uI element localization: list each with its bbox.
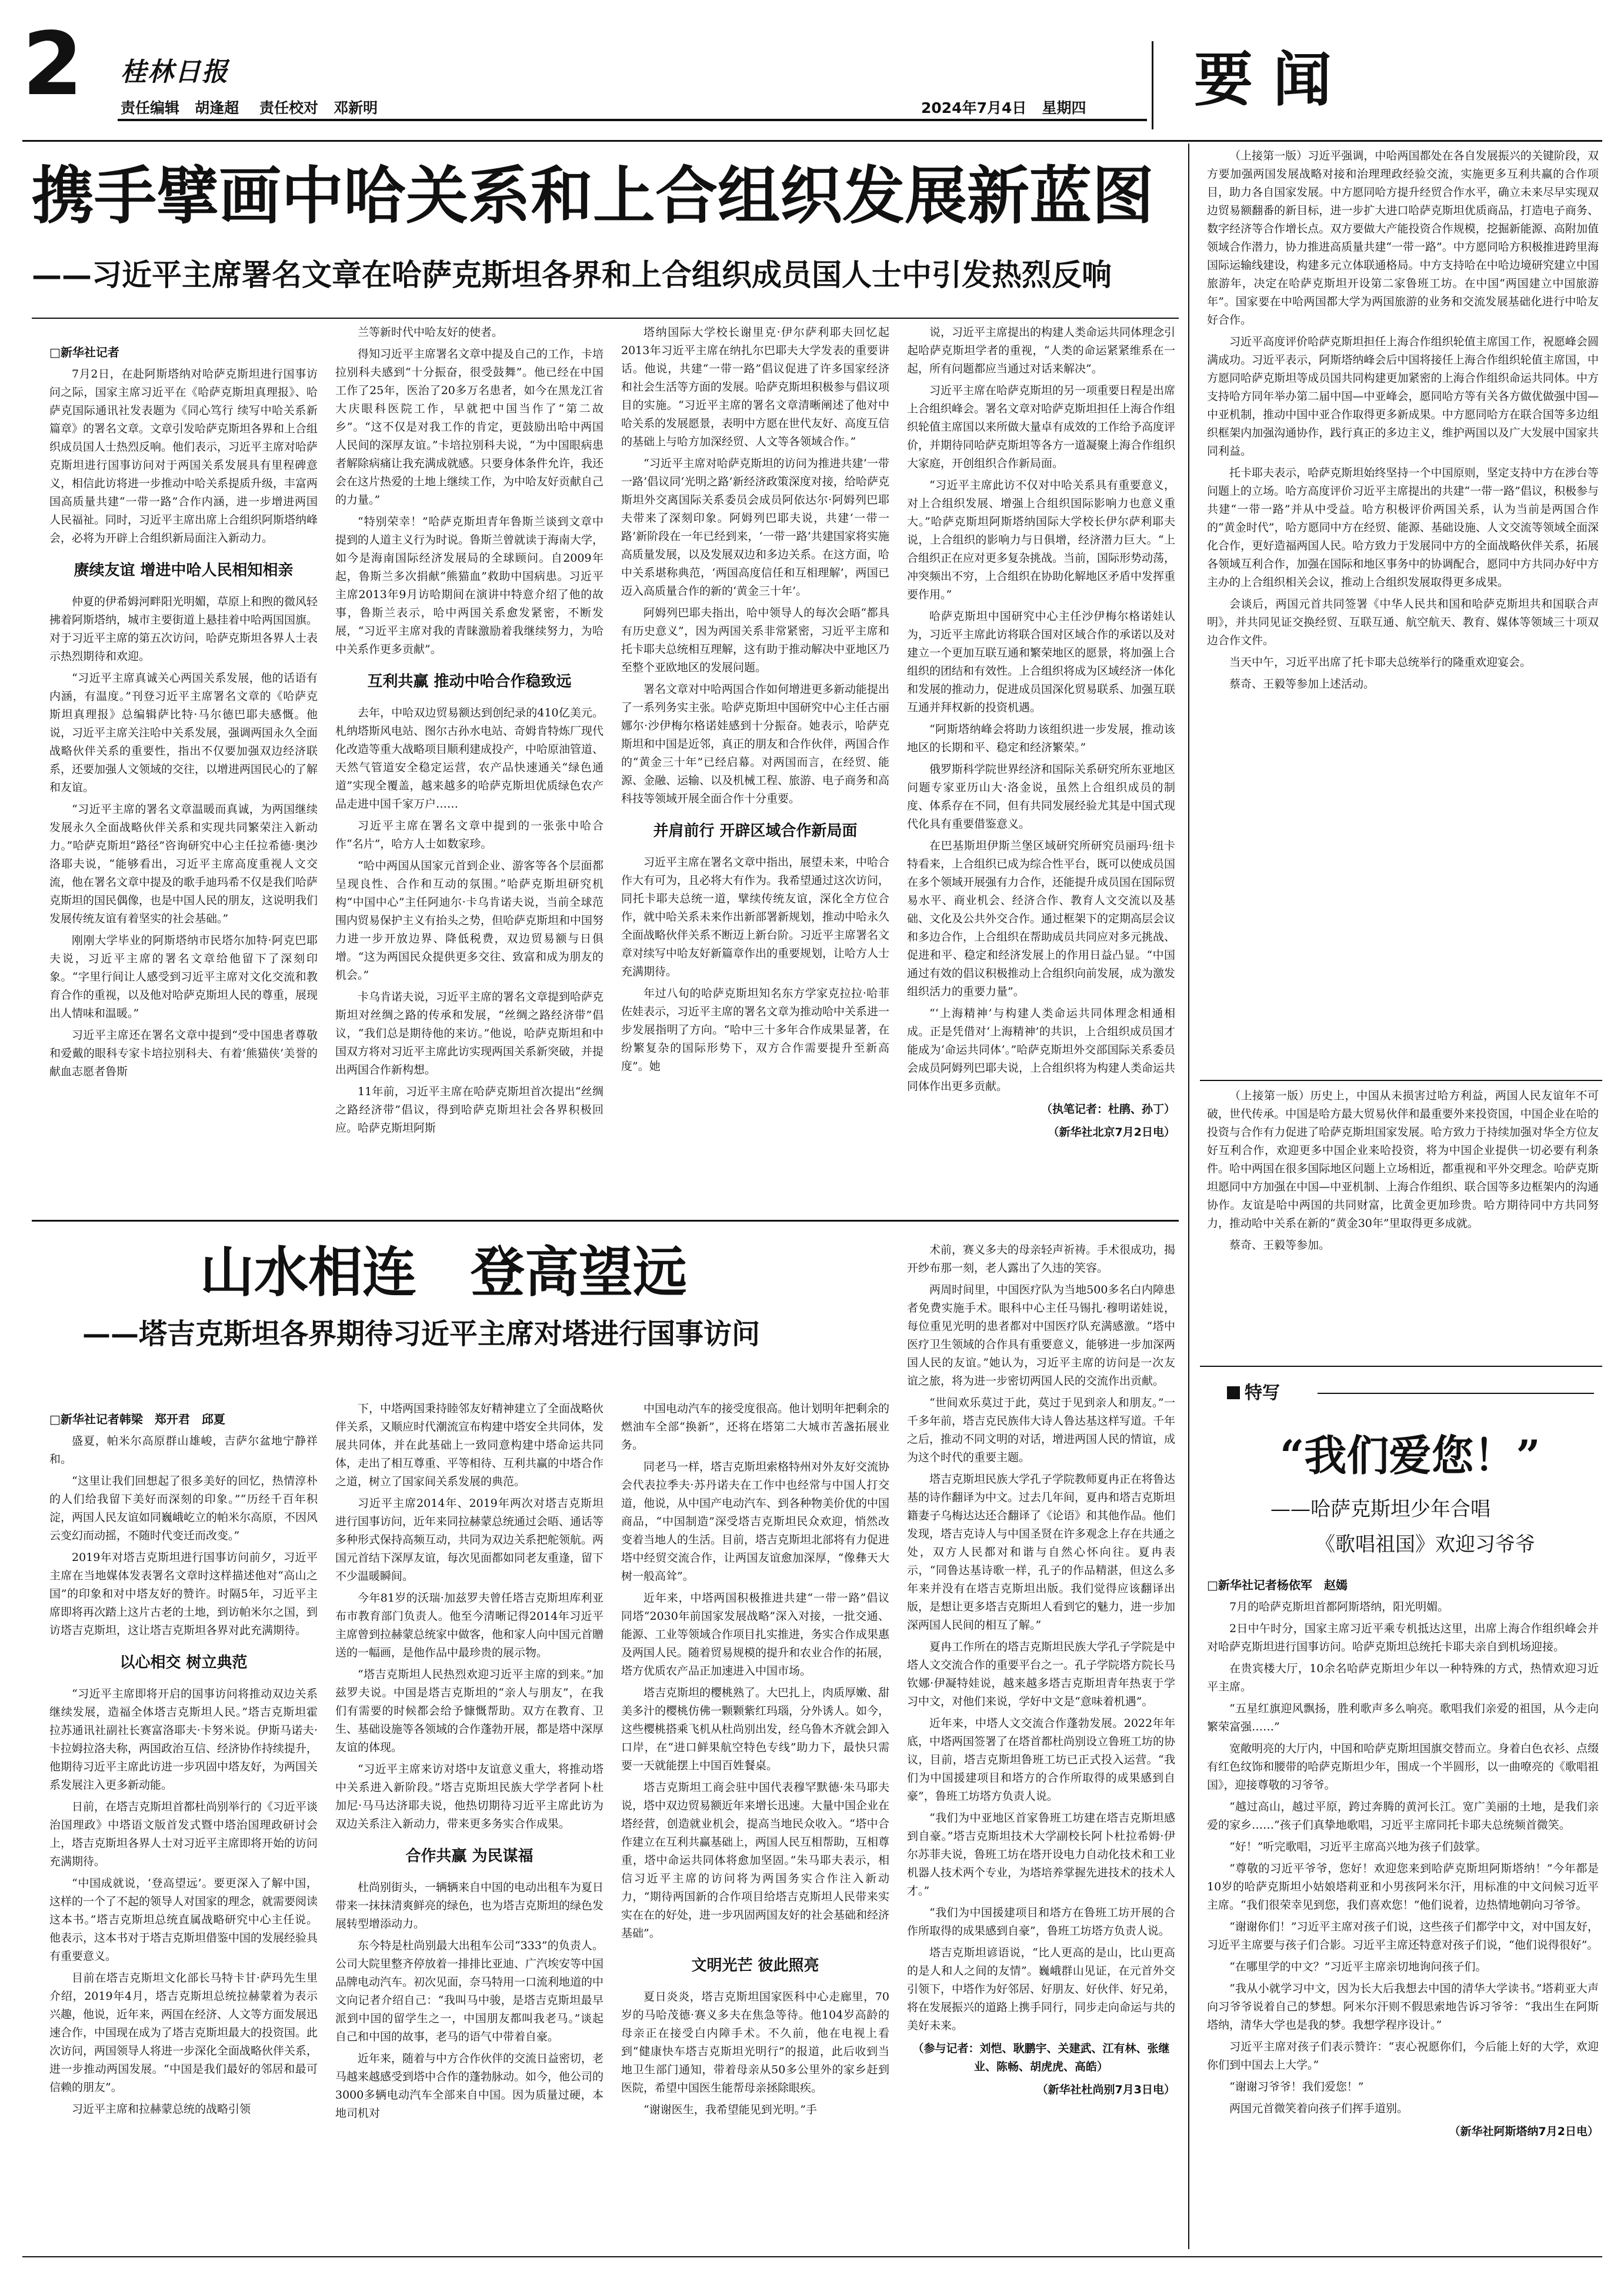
feature-body — [1207, 1576, 1599, 2253]
paragraph: 塔吉克斯坦工商会驻中国代表穆罕默德·朱马耶夫说，塔中双边贸易额近年来增长迅速。大量中国企业在塔经营，创造就业机会，提高当地民众收入。“塔中合作建立在互利共赢基础上，两国人民互相帮助，互相尊重，塔中命运共同体将愈加坚固。”朱马耶夫表示，相信习近平主席的访问将为两国务实合作注入新动力，“期待两国新的合作项目给塔吉克斯坦人民带来实实在在的好处，进一步巩固两国友好的社会基础和经济基础”。 — [621, 1781, 889, 1940]
editor-name: 胡逢超 — [195, 99, 239, 116]
paragraph: 塔吉克斯坦民族大学孔子学院教师夏冉正在将鲁达基的诗作翻译为中文。过去几年间，夏冉和塔吉克斯坦籍妻子乌梅达达还合翻译了《论语》和其他作品。他们发现，塔吉克诗人与中国圣贤在许多观念上存在共通之处，双方人民都对和谐与自然心怀向往。夏冉表示，“同鲁达基诗歌一样，孔子的作品精湛，但这么多年来并没有在塔吉克斯坦出版。我们觉得应该翻译出版，是想让更多塔吉克斯坦人看到它的魅力，进一步加深两国人民间的相互了解。” — [907, 1473, 1175, 1632]
feature-headline: “我们爱您！” — [1280, 1430, 1540, 1480]
paragraph: 阿姆列巴耶夫指出，哈中领导人的每次会晤“都具有历史意义”，因为两国关系非常紧密，习近平主席和托卡耶夫总统相互理解，这有助于推动解决中亚地区乃至整个亚欧地区的发展问题。 — [621, 606, 889, 674]
paragraph: “谢谢你们！”习近平主席对孩子们说，这些孩子们都学中文，对中国友好，习近平主席要与孩子们合影。习近平主席还特意对孩子们说，“他们说得很好”。 — [1207, 1920, 1599, 1952]
second-column-2 — [335, 1400, 603, 2253]
paragraph: “习近平主席来访对塔中友谊意义重大，将推动塔中关系进入新阶段。”塔吉克斯坦民族大学学者阿卜杜加尼·马马达济耶夫说，他热切期待习近平主席此访为双边关系注入新动力，带来更多务实合作成果。 — [335, 1763, 603, 1830]
paragraph: 习近平主席还在署名文章中提到“受中国患者尊敬和爱戴的眼科专家卡培拉别科夫、有着‘熊猫侠’美誉的献血志愿者鲁斯 — [49, 1029, 318, 1078]
header-bottom-rule — [22, 140, 1602, 142]
feature-tag-label: 特写 — [1245, 1383, 1280, 1403]
paragraph: 蔡奇、王毅等参加上述活动。 — [1229, 678, 1375, 690]
lead-dateline: （新华社北京7月2日电） — [1048, 1126, 1175, 1139]
lead-column-3 — [621, 323, 889, 1212]
paragraph: 宽敞明亮的大厅内，中国和哈萨克斯坦国旗交替而立。身着白色衣衫、点缀有红色纹饰和腰带的哈萨克斯坦少年，围成一个半圆形，以一曲嘹亮的《歌唱祖国》，迎接尊敬的习爷爷。 — [1207, 1742, 1599, 1792]
date-text: 2024年7月4日 — [921, 99, 1027, 116]
paragraph: “在哪里学的中文？”习近平主席亲切地询问孩子们。 — [1229, 1960, 1487, 1973]
paragraph: “世间欢乐莫过于此，莫过于见到亲人和朋友。”一千多年前，塔吉克民族伟大诗人鲁达基这样写道。千年之后，推动不同文明的对话，增进两国人民的情谊，成为这个时代的重要主题。 — [907, 1396, 1175, 1464]
paragraph: 7月2日，在赴阿斯塔纳对哈萨克斯坦进行国事访问之际，国家主席习近平在《哈萨克斯坦真理报》、哈萨克国际通讯社发表题为《同心笃行 续写中哈关系新篇章》的署名文章。文章引发哈萨克斯坦各界和上合组织成员国人士热烈反响。他们表示，习近平主席对哈萨克斯坦进行国事访问对于两国关系发展具有里程碑意义，相信此访将进一步推动中哈关系提质升级，丰富两国高质量共建“一带一路”合作内涵，进一步增进两国人民福祉。同时，习近平主席出席上合组织阿斯塔纳峰会，必将为开辟上合组织新局面注入新动力。 — [49, 368, 318, 545]
paragraph: “习近平主席即将开启的国事访问将推动双边关系继续发展，造福全体塔吉克斯坦人民。”塔吉克斯坦霍拉苏通讯社副社长赛富洛耶夫·卡努米说。伊斯马诺夫·卡拉姆拉洛夫称，两国政治互信、经济协作持续提升，他期待习近平主席此访进一步巩固中塔友好，为两国关系发展注入更多新动能。 — [49, 1687, 318, 1792]
paragraph: 下，中塔两国秉持睦邻友好精神建立了全面战略伙伴关系，又顺应时代潮流宣布构建中塔安全共同体，发展共同体，并在此基础上一致同意构建中塔命运共同体，走出了相互尊重、平等相待、互利共赢的中塔合作之道，树立了国家间关系发展的典范。 — [335, 1402, 603, 1488]
paragraph: 习近平主席2014年、2019年两次对塔吉克斯坦进行国事访问，近年来同拉赫蒙总统通过会晤、通话等多种形式保持高频互动，共同为双边关系把舵领航。两国元首结下深厚友谊，每次见面都如同老友重逢，留下不少温暖瞬间。 — [335, 1497, 603, 1583]
second-headline: 山水相连 登高望远 — [200, 1241, 688, 1304]
lead-author-credit: （执笔记者：杜鹃、孙丁） — [1041, 1103, 1175, 1116]
lead-byline: □新华社记者 — [49, 345, 119, 359]
second-author-credit: （参与记者：刘恺、耿鹏宇、关建武、江有林、张继业、陈畅、胡虎虎、高皓） — [912, 2042, 1170, 2073]
paragraph: “我们为中国援建项目和塔方在鲁班工坊开展的合作所取得的成果感到自豪”，鲁班工坊塔方负责人说。 — [907, 1906, 1175, 1937]
proofreader-label: 责任校对 — [259, 99, 318, 116]
lead-section-heading-1: 赓续友谊 增进中哈人民相知相亲 — [74, 562, 294, 579]
column-separator — [1188, 144, 1189, 2249]
masthead-rule — [118, 119, 1147, 121]
paragraph: 近年来，中塔人文交流合作蓬勃发展。2022年年底，中塔两国签署了在塔首都杜尚别设立鲁班工坊的协议，目前，塔吉克斯坦鲁班工坊已正式投入运营。“我们为中国援建项目和塔方的合作所取得的成果感到自豪”，鲁班工坊塔方负责人说。 — [907, 1717, 1175, 1803]
paragraph: 塔吉克斯坦谚语说，“比人更高的是山，比山更高的是人和人之间的友情”。巍峨群山见证，在元首外交引领下，中塔作为好邻居、好朋友、好伙伴、好兄弟，将在发展振兴的道路上携手同行，同步走向命运与共的美好未来。 — [907, 1946, 1175, 2032]
paragraph: 当天中午，习近平出席了托卡耶夫总统举行的隆重欢迎宴会。 — [1229, 656, 1532, 669]
paragraph: “中国成就说，‘登高望远’。要更深入了解中国，这样的一个了不起的领导人对国家的理念，就需要阅读这本书。”塔吉克斯坦总统直属战略研究中心主任说。他表示，这本书对于塔吉克斯坦借鉴中国的发展经验具有重要意义。 — [49, 1877, 318, 1963]
section-divider — [1152, 41, 1153, 129]
paragraph: “谢谢习爷爷！我们爱您！” — [1229, 2080, 1364, 2093]
second-byline: □新华社记者韩梁 郑开君 邱夏 — [49, 1412, 225, 1426]
paragraph: 今年81岁的沃瑞·加兹罗夫曾任塔吉克斯坦库利亚布市教育部门负责人。他至今清晰记得2014年习近平主席曾到拉赫蒙总统家中做客，他和家人向中国元首贈送的一幅画，是他作品中最珍贵的展示物。 — [335, 1592, 603, 1659]
paragraph: 兰等新时代中哈友好的使者。 — [358, 326, 503, 339]
second-column-1 — [49, 1410, 318, 2253]
paragraph: 刚刚大学毕业的阿斯塔纳市民塔尔加特·阿克巴耶夫说，习近平主席的署名文章给他留下了深刻印象。“字里行间让人感受到习近平主席对文化交流和教育合作的重视，以及他对哈萨克斯坦人民的尊重，展现出人情味和温暖。” — [49, 934, 318, 1020]
weekday-text: 星期四 — [1042, 99, 1086, 116]
feature-tag-rule — [1318, 1393, 1594, 1394]
feature-subtitle-2: 《歌唱祖国》欢迎习爷爷 — [1315, 1533, 1535, 1556]
paragraph: 哈萨克斯坦中国研究中心主任沙伊梅尔格诺娃认为，习近平主席此访将联合国对区域合作的承诺以及对建立一个更加互联互通和繁荣地区的愿景，将加强上合组织的团结和有效性。上合组织将成为区域经济一体化和发展的推动力，促进成员国深化贸易联系、加强互联互通并拜权新的投资机遇。 — [907, 610, 1175, 714]
paragraph: “阿斯塔纳峰会将助力该组织进一步发展，推动该地区的长期和平、稳定和经济繁荣。” — [907, 723, 1175, 754]
lead-subheadline: ——习近平主席署名文章在哈萨克斯坦各界和上合组织成员国人士中引发热烈反响 — [32, 258, 1112, 293]
paragraph: “‘上海精神’与构建人类命运共同体理念相通相成。正是凭借对‘上海精神’的共识，上合组织成员国才能成为‘命运共同体’。”哈萨克斯坦外交部国际关系委员会成员阿姆列巴耶夫说，上合组织将为构建人类命运共同体作出更多贡献。 — [907, 1007, 1175, 1093]
paragraph: “好！”听完歌唱，习近平主席高兴地为孩子们鼓掌。 — [1229, 1840, 1487, 1853]
paragraph: （上接第一版）习近平强调，中哈两国都处在各自发展振兴的关键阶段，双方要加强两国发展战略对接和治理理政经验交流，实施更多互利共赢的合作项目，助力各自国家发展。中方愿同哈方提升经贸合作水平，确立未来尽早实现双边贸易额翻番的新目标，进一步扩大进口哈萨克斯坦优质商品，打造电子商务、数字经济等合作增长点。双方要做大产能投资合作规模，挖掘新能源、高附加值领域合作潜力，协力推进高质量共建“一带一路”。中方愿同哈方积极推进跨里海国际运输线建设，构建多元立体联通格局。中方支持哈在中哈边境研究建立中国旅游年，决定在哈萨克斯坦开设第二家鲁班工坊。在中国“两国建立中国旅游年”。国家要在中哈两国都大学为两国旅游的业务和交流发展基础化进行中哈友好合作。 — [1207, 149, 1599, 326]
feature-dateline: （新华社阿斯塔纳7月2日电） — [1449, 2125, 1599, 2138]
section-title: 要闻 — [1194, 45, 1352, 114]
paragraph: 说，习近平主席提出的构建人类命运共同体理念引起哈萨克斯坦学者的重视，“人类的命运紧紧维系在一起，所有问题都应当通过对话来解决”。 — [907, 326, 1175, 375]
editor-line — [121, 96, 378, 118]
paragraph: “越过高山，越过平原，跨过奔腾的黄河长江。宽广美丽的土地，是我们亲爱的家乡……”孩子们真挚地歌唱，习近平主席同托卡耶夫总统频首微笑。 — [1207, 1800, 1599, 1832]
paragraph: 塔纳国际大学校长谢里克·伊尔萨利耶夫回忆起2013年习近平主席在纳扎尔巴耶夫大学发表的重要讲话。他说，共建“一带一路”倡议促进了许多国家经济和社会生活等方面的发展。哈萨克斯坦积极参与倡议项目的实施。“习近平主席的署名文章清晰阐述了他对中哈关系的发展愿景，表明中方愿在世代友好、高度互信的基础上与哈方加深经贸、人文等各领域合作。” — [621, 326, 889, 448]
lead-column-1 — [49, 343, 318, 1212]
paragraph: 术前，赛义多夫的母亲轻声祈祷。手术很成功，揭开纱布那一刻，老人露出了久违的笑容。 — [907, 1243, 1175, 1275]
second-column-3 — [621, 1400, 889, 2253]
paragraph: 习近平主席在署名文章中指出，展望未来，中哈合作大有可为，且必将大有作为。我希望通过这次访问，同托卡耶夫总统一道，擘续传统友谊，深化全方位合作，就中哈关系未来作出新部署新规划，推动中哈永久全面战略伙伴关系不断迈上新台阶。习近平主席署名文章对续写中哈友好新篇章作出的重要规划，让哈方人士充满期待。 — [621, 856, 889, 978]
paragraph: 习近平主席在哈萨克斯坦的另一项重要日程是出席上合组织峰会。署名文章对哈萨克斯坦担任上海合作组织轮值主席国以来所做大量卓有成效的工作给予高度评价，并期待同哈萨克斯坦等各方一道凝聚上海合作组织大家庭，开创组织合作新局面。 — [907, 384, 1175, 470]
paragraph: 近年来，随着与中方合作伙伴的交流日益密切，老马越来越感受到塔中合作的蓬勃脉动。如今，他公司的3000多辆电动汽车全部来自中国。因为质量过硬，本地司机对 — [335, 2052, 603, 2120]
paragraph: “习近平主席对哈萨克斯坦的访问为推进共建‘一带一路’倡议同‘光明之路’新经济政策深度对接，给哈萨克斯坦外交离国际关系委员会成员阿依达尔·阿姆列巴耶夫带来了深刻印象。阿姆列巴耶夫说，共建‘一带一路’新阶段在一年已经到来，‘一带一路’共建国家将实施高质量发展，以及发展双边和多边关系。在这方面，哈中关系堪称典范，‘两国高度信任和互相理解’，两国已迈入高质量合作的新的‘黄金三十年’。 — [621, 457, 889, 598]
editor-label: 责任编辑 — [121, 99, 180, 116]
paragraph: 俄罗斯科学院世界经济和国际关系研究所东亚地区问题专家亚历山大·洛金说，虽然上合组织成员的制度、体系存在不同，但有共同发展经验尤其是中国式现代化具有重要借鉴意义。 — [907, 763, 1175, 830]
paragraph: 目前在塔吉克斯坦文化部长马特卡甘·萨玛先生里介绍，2019年4月，塔吉克斯坦总统拉赫蒙着为表示兴趣，他说，近年来，两国在经济、人文等方面发展迅速合作，中国现在成为了塔吉克斯坦最大的投资国。此次访问，两国领导人将进一步深化全面战略伙伴关系，进一步推动两国发展。“中国是我们最好的邻居和最可信赖的朋友”。 — [49, 1972, 318, 2094]
paragraph: “我从小就学习中文，因为长大后我想去中国的清华大学读书。”塔莉亚大声向习爷爷说着自己的梦想。阿米尔汗则不假思索地告诉习爷爷：“我出生在阿斯塔纳，清华大学也是我的梦。我想学程序设计。” — [1207, 1982, 1599, 2032]
paragraph: 署名文章对中哈两国合作如何增进更多新动能提出了一系列务实主张。哈萨克斯坦中国研究中心主任古丽娜尔·沙伊梅尔格诺娃感到十分振奋。她表示，哈萨克斯坦和中国是近邻，真正的朋友和合作伙伴，两国合作的“黄金三十年”已经启幕。对两国而言，在经贸、能源、金融、运输、以及机械工程、旅游、电子商务和高科技等领域开展全面合作十分重要。 — [621, 683, 889, 805]
paragraph: 两国元首微笑着向孩子们挥手道别。 — [1229, 2102, 1409, 2115]
second-section-heading-2: 合作共赢 为民谋福 — [405, 1847, 533, 1865]
paragraph: 得知习近平主席署名文章中提及自己的工作，卡培拉别科夫感到“十分振奋，很受鼓舞”。他已经在中国工作了25年，医治了20多万名患者，如今在黑龙江省大庆眼科医院工作，早就把中国当作了“第二故乡”。“这不仅是对我工作的肯定，更鼓励出哈中两国人民间的深厚友谊。”卡培拉别科夫说，“为中国眼病患者解除病痛让我充满成就感。只要身体条件允许，我还会在这片热爱的土地上继续工作，为中哈友好贡献自己的力量。” — [335, 348, 603, 506]
right-divider-2 — [1200, 1366, 1602, 1367]
paragraph: 习近平主席对孩子们表示赞许：“衷心祝愿你们，今后能上好的大学，欢迎你们到中国去上大学。” — [1207, 2040, 1599, 2071]
lead-section-heading-3: 并肩前行 开辟区域合作新局面 — [653, 822, 858, 840]
paragraph: 近年来，中塔两国积极推进共建“一带一路”倡议同塔“2030年前国家发展战略”深入对接，一批交通、能源、工业等领域合作项目扎实推进，务实合作成果惠及两国人民。随着贸易规模的提升和农业合作的拓展，塔方优质农产品正加速进入中国市场。 — [621, 1592, 889, 1677]
paragraph: 东今特是杜尚别最大出租车公司“333”的负责人。公司大院里整齐停放着一排排比亚迪、广汽埃安等中国品牌电动汽车。初次见面，奈马特用一口流利地道的中文向记者介绍自己：“我叫马中骏，是塔吉克斯坦最早派到中国的留学生之一，中国朋友都叫我老马。”谈起自己和中国的故事，老马的语气中带着自豪。 — [335, 1939, 603, 2043]
paragraph: 卡乌肯诺夫说，习近平主席的署名文章提到哈萨克斯坦对丝绸之路的传承和发展，“丝绸之路经济带”倡议，“我们总是期待他的来访。”他说，哈萨克斯坦和中国双方将对习近平主席此访实现两国关系新突破，并提出两国合作新构想。 — [335, 990, 603, 1076]
paragraph: 两周时间里，中国医疗队为当地500多名白内障患者免费实施手术。眼科中心主任马锡扎·穆明诺娃说，每位重见光明的患者都对中国医疗队充满感激。“塔中医疗卫生领域的合作具有重要意义，能够进一步加深两国人民的友谊。”她认为，习近平主席的访问是一次友谊之旅，将为进一步密切两国人民的交流作出贡献。 — [907, 1283, 1175, 1387]
feature-subtitle-1: ——哈萨克斯坦少年合唱 — [1270, 1497, 1490, 1521]
second-dateline: （新华社杜尚别7月3日电） — [1036, 2083, 1175, 2096]
paragraph: 夏冉工作所在的塔吉克斯坦民族大学孔子学院是中塔人文交流合作的重要平台之一。孔子学院塔方院长马钦娜·伊凝特娃说，越来越多塔吉克斯坦青年热衷于学习中文，对他们来说，学好中文是“意味着机遇”。 — [907, 1640, 1175, 1708]
lead-column-2 — [335, 323, 603, 1212]
second-section-heading-3: 文明光芒 彼此照亮 — [691, 1957, 819, 1974]
continuation-story-1 — [1207, 147, 1599, 1076]
second-subheadline: ——塔吉克斯坦各界期待习近平主席对塔进行国事访问 — [82, 1317, 761, 1350]
paragraph: 年过八旬的哈萨克斯坦知名东方学家克拉拉·哈菲佐娃表示，习近平主席的署名文章为推动哈中关系进一步发展指明了方向。“哈中三十多年合作成果显著，在纷繁复杂的国际形势下，双方合作需要提升至新高度”。她 — [621, 987, 889, 1073]
paragraph: 会谈后，两国元首共同签署《中华人民共和国和哈萨克斯坦共和国联合声明》，并共同见证交换经贸、互联互通、航空航天、教育、媒体等领域三十项双边合作文件。 — [1207, 598, 1599, 647]
paragraph: 习近平主席和拉赫蒙总统的战略引领 — [72, 2103, 251, 2116]
feature-byline: □新华社记者杨依军 赵嫣 — [1207, 1578, 1348, 1592]
paragraph: 习近平主席在署名文章中提到的一张张中哈合作“名片”，哈方人士如数家珍。 — [335, 819, 603, 850]
issue-date — [921, 96, 1086, 118]
paragraph: 塔吉克斯坦的樱桃熟了。大巴扎上，肉质厚嫩、甜美多汁的樱桃仿佛一颗颗紫红玛瑙，分外诱人。如今，这些樱桃搭乘飞机从杜尚别出发，经乌鲁木齐就会卸入口岸，在“进口鲜果航空特色专线”助力下，最快只需要一天就能摆上中国百姓餐桌。 — [621, 1686, 889, 1772]
proofreader-name: 邓新明 — [334, 99, 378, 116]
right-divider-1 — [1200, 1080, 1602, 1081]
paragraph: 中国电动汽车的接受度很高。他计划明年把剩余的燃油车全部“换新”，还将在塔第二大城市苦盏拓展业务。 — [621, 1402, 889, 1452]
paragraph: 蔡奇、王毅等参加。 — [1229, 1239, 1330, 1252]
paragraph: “习近平主席此访不仅对中哈关系具有重要意义，对上合组织发展、增强上合组织国际影响力也意义重大。”哈萨克斯坦阿斯塔纳国际大学校长伊尔萨利耶夫说，上合组织的影响力与日俱增，经济潜力巨大。“上合组织正在应对更多复杂挑战。当前，国际形势动荡，冲突频出不穷，上合组织在协助化解地区矛盾中发挥重要作用。” — [907, 479, 1175, 601]
paragraph: “尊敬的习近平爷爷，您好！欢迎您来到哈萨克斯坦阿斯塔纳！”今年都是10岁的哈萨克斯坦小姑娘塔莉亚和小男孩阿米尔汗，用标准的中文问候习近平主席。“我们很荣幸见到您，我们喜欢您！”他们说着，边热情地朝向习爷爷。 — [1207, 1862, 1599, 1912]
lead-headline: 携手擘画中哈关系和上合组织发展新蓝图 — [32, 160, 1154, 232]
second-section-heading-1: 以心相交 树立典范 — [119, 1654, 248, 1672]
paragraph: 2日中午时分，国家主席习近平乘专机抵达这里，出席上海合作组织峰会并对哈萨克斯坦进行国事访问。哈萨克斯坦总统托卡耶夫亲自到机场迎接。 — [1207, 1622, 1599, 1653]
paragraph: “特别荣幸！”哈萨克斯坦青年鲁斯兰谈到文章中提到的人道主义行为时说。鲁斯兰曾就读于海南大学，如今是海南国际经济发展局的全球顾问。自2009年起，鲁斯兰多次捐献“熊猫血”救助中国病患。习近平主席2013年9月访哈期间在演讲中特意介绍了他的故事，鲁斯兰表示，哈中两国关系愈发紧密，不断发展，“习近平主席对我的青睐激励着我继续努力，为哈中关系作更多贡献”。 — [335, 515, 603, 656]
paragraph: “谢谢医生，我希望能见到光明。”手 — [643, 2103, 817, 2116]
page-number: 2 — [22, 14, 83, 115]
paragraph: “哈中两国从国家元首到企业、游客等各个层面都呈现良性、合作和互动的氛围。”哈萨克斯坦研究机构“中国中心”主任阿迪尔·卡乌肯诺夫说，当前全球范围内贸易保护主义有抬头之势，但哈萨克斯坦和中国努力进一步开放边界、降低税费，双边贸易额与日俱增。“这为两国民众提供更多交往、致富和成为朋友的机会。” — [335, 859, 603, 982]
paragraph: 盛夏，帕米尔高原群山雄峻，吉萨尔盆地宁静祥和。 — [49, 1435, 318, 1466]
feature-tag-square — [1227, 1386, 1240, 1399]
lead-section-heading-2: 互利共赢 推动中哈合作稳致远 — [367, 673, 572, 690]
second-story-rule — [32, 1220, 1179, 1222]
paragraph: “习近平主席真诚关心两国关系发展，他的话语有内涵，有温度。”刊登习近平主席署名文章的《哈萨克斯坦真理报》总编辑萨比特·马尔德巴耶夫感慨。他说，习近平主席关注哈中关系发展，强调两国永久全面战略伙伴关系的重要性，指出不仅要加强双边经济联系，还要加强人文领域的交往，以增进两国民心的了解和友谊。 — [49, 672, 318, 794]
newspaper-name: 桂林日报 — [121, 57, 229, 87]
paragraph: 杜尚别街头，一辆辆来自中国的电动出租车为夏日带来一抹抹清爽鲜亮的绿色，也为塔吉克斯坦的绿色发展转型增添动力。 — [335, 1881, 603, 1930]
second-column-4 — [907, 1241, 1175, 2253]
paragraph: 去年，中哈双边贸易额达到创纪录的410亿美元。札纳塔斯风电站、图尔古孙水电站、奇姆肯特炼厂现代化改造等重大战略项目顺利建成投产，中哈原油管道、天然气管道安全稳定运营，农产品快速通关“绿色通道”实现全覆盖，越来越多的哈萨克斯坦优质绿色农产品走进中国千家万户…… — [335, 706, 603, 810]
page-bottom-rule — [22, 2256, 1602, 2257]
paragraph: 在巴基斯坦伊斯兰堡区域研究所研究员丽玛·纽卡特看来，上合组织已成为综合性平台，既可以使成员国在多个领域开展强有力合作，还能提升成员国在国际贸易水平、商业机会、经济合作、教育人文交流以及基础、文化及公共外交合作。通过框架下的定期高层会议和多边合作，上合组织在帮助成员共同应对多元挑战、促进和平、稳定和经济发展上的作用日益凸显。“中国通过有效的倡议积极推动上合组织向前发展，成为激发组织活力的重要力量”。 — [907, 839, 1175, 998]
paragraph: “我们为中亚地区首家鲁班工坊建在塔吉克斯坦感到自豪。”塔吉克斯坦技术大学副校长阿卜杜拉希姆·伊尔苏菲夫说，鲁班工坊在塔开设电力自动化技术和工业机器人技术两个专业，为塔培养掌握先进技术的技术人才。” — [907, 1812, 1175, 1897]
paragraph: 习近平高度评价哈萨克斯坦担任上海合作组织轮值主席国工作，祝愿峰会圆满成功。习近平表示，阿斯塔纳峰会后中国将接任上海合作组织轮值主席国，中方愿同哈萨克斯坦等成员国共同构建更加紧密的上海合作组织命运共同体。中方支持哈方同年举办第二届中国—中亚峰会，愿同哈方等有关各方做优做强中国—中亚机制，推动中国中亚合作取得更多新成果。中方愿同哈方在联合国等多边组织框架内加强沟通协作，践行真正的多边主义，维护两国以及广大发展中国家共同利益。 — [1207, 335, 1599, 458]
paragraph: “习近平主席的署名文章温暖而真诚，为两国继续发展永久全面战略伙伴关系和实现共同繁荣注入新动力。”哈萨克斯坦“路径”咨询研究中心主任拉希德·奥沙洛耶夫说，“能够看出，习近平主席高度重视人文交流，他在署名文章中提及的歌手迪玛希不仅是我们哈萨克斯坦的国民偶像，也是中国人民的朋友，这说明我们发展传统友谊有着坚实的社会基础。” — [49, 803, 318, 925]
paragraph: 同老马一样，塔吉克斯坦索格特州对外友好交流协会代表拉季夫·苏丹诺夫在工作中也经常与中国人打交道，他说，从中国产电动汽车、到各种物美价优的中国商品，“中国制造”深受塔吉克斯坦民众欢迎，悄然改变着当地人的生活。目前，塔吉克斯坦北部将有力促进塔中经贸交流合作，让两国友谊愈加深厚，“像彝天大树一般高耸”。 — [621, 1460, 889, 1583]
feature-tag — [1227, 1380, 1280, 1407]
paragraph: “塔吉克斯坦人民热烈欢迎习近平主席的到来。”加兹罗夫说。中国是塔吉克斯坦的“亲人与朋友”，在我们有需要的时候都会给予慷慨帮助。双方在教育、卫生、基础设施等各领域的合作蓬勃开展，都是塔中深厚友谊的体现。 — [335, 1668, 603, 1754]
paragraph: 在贵宾楼大厅，10余名哈萨克斯坦少年以一种特殊的方式，热情欢迎习近平主席。 — [1207, 1662, 1599, 1693]
paragraph: 2019年对塔吉克斯坦进行国事访问前夕，习近平主席在当地媒体发表署名文章时这样描述他对“高山之国”的印象和对中塔友好的赞许。时隔5年，习近平主席即将再次踏上这片古老的土地，到访帕米尔之国，到访塔吉克斯坦，这让塔吉克斯坦各界对此充满期待。 — [49, 1551, 318, 1637]
paragraph: “这里让我们回想起了很多美好的回忆，热情淳朴的人们给我留下美好而深刻的印象。”“历经千百年积淀，两国人民友谊如同巍峨屹立的帕米尔高原，不因风云变幻而动摇，不随时代变迁而改变。” — [49, 1475, 318, 1542]
paragraph: “五星红旗迎风飘扬，胜利歌声多么响亮。歌唱我们亲爱的祖国，从今走向繁荣富强……” — [1207, 1702, 1599, 1733]
lead-column-4 — [907, 323, 1175, 1212]
paragraph: 7月的哈萨克斯坦首都阿斯塔纳，阳光明媚。 — [1229, 1600, 1449, 1613]
lead-rule — [32, 318, 1179, 319]
paragraph: 托卡耶夫表示，哈萨克斯坦始终坚持一个中国原则，坚定支持中方在涉台等问题上的立场。哈方高度评价习近平主席提出的共建“一带一路”倡议，积极参与共建“一带一路”并从中受益。哈方积极评价两国关系，认为当前是两国合作的“黄金时代”，哈方愿同中方在经贸、能源、基础设施、人文交流等领域全面深化合作，更好造福两国人民。哈方致力于发展同中方的全面战略伙伴关系，拓展各领域互利合作，加强在国际和地区事务中的协调配合，愿同中方共同办好中方主办的上合组织相关会议，推动上合组织发展取得更多成果。 — [1207, 466, 1599, 589]
paragraph: 日前，在塔吉克斯坦首都杜尚别举行的《习近平谈治国理政》中塔语文版首发式暨中塔治国理政研讨会上，塔吉克斯坦各界人士对习近平主席即将开始的访问充满期待。 — [49, 1800, 318, 1868]
paragraph: （上接第一版）历史上，中国从未损害过哈方利益，两国人民友谊年不可破，世代传承。中国是哈方最大贸易伙伴和最重要外来投资国，中国企业在哈的投资与合作有力促进了哈萨克斯坦国家发展。哈方致力于持续加强对华全方位友好互利合作，欢迎更多中国企业来哈投资，将为中国企业提供一切必要有利条件。哈中两国在很多国际地区问题上立场相近，都重视和平外交理念。哈萨克斯坦愿同中方加强在中国—中亚机制、上海合作组织、联合国等多边框架内的沟通协作。友谊是哈中两国的共同财富，比黄金更加珍贵。哈方期待同中方共同努力，推动哈中关系在新的“黄金30年”里取得更多成就。 — [1207, 1089, 1599, 1230]
paragraph: 夏日炎炎，塔吉克斯坦国家医科中心走廊里，70岁的马哈茂德·赛义多夫在焦急等待。他104岁高龄的母亲正在接受白内障手术。不久前，他在电视上看到“健康快车塔吉克斯坦光明行”的报道，此后收到当地卫生部门通知，带着母亲从50多公里外的家乡赶到医院，希望中国医生能帮母亲拯除眼疾。 — [621, 1990, 889, 2094]
paragraph: 仲夏的伊希姆河畔阳光明媚，草原上和煦的微风轻拂着阿斯塔纳，城市主要街道上悬挂着中哈两国国旗。对于习近平主席的第五次访问，哈萨克斯坦各界人士表示热烈期待和欢迎。 — [49, 595, 318, 663]
paragraph: 11年前，习近平主席在哈萨克斯坦首次提出“丝绸之路经济带”倡议，得到哈萨克斯坦社会各界积极回应。哈萨克斯坦阿斯 — [335, 1085, 603, 1135]
continuation-story-2 — [1207, 1087, 1599, 1363]
